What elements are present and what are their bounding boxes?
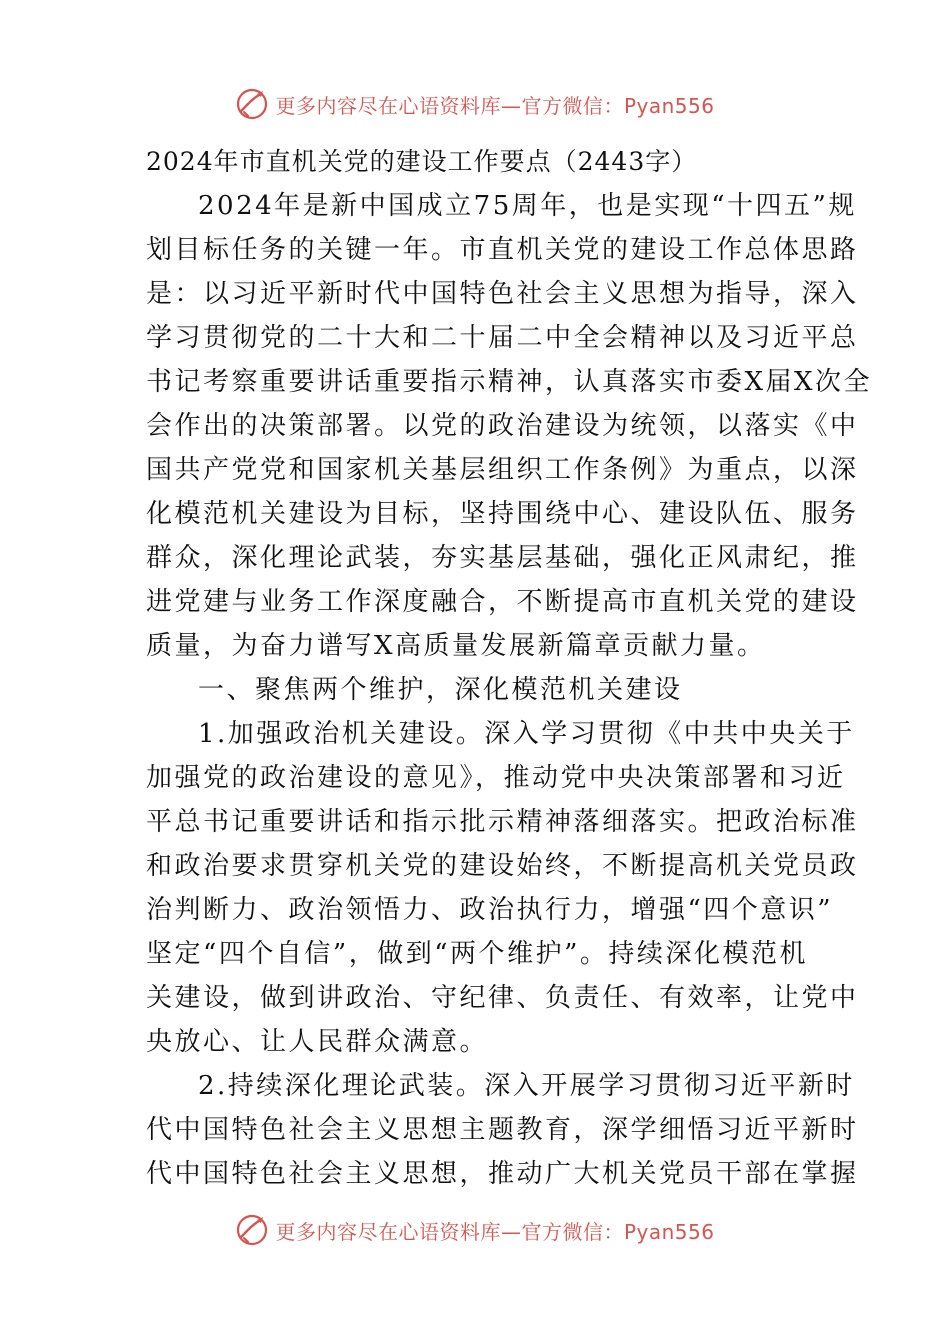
item-1-line: 平总书记重要讲话和指示批示精神落细落实。把政治标准 [146, 807, 859, 837]
intro-line: 质量，为奋力谱写X高质量发展新篇章贡献力量。 [146, 631, 766, 661]
intro-paragraph [146, 184, 873, 668]
intro-line: 划目标任务的关键一年。市直机关党的建设工作总体思路 [146, 235, 859, 265]
item-2-line: 代中国特色社会主义思想主题教育，深学细悟习近平新时 [146, 1115, 859, 1145]
item-1-paragraph [146, 712, 859, 1064]
item-1-line: 和政治要求贯穿机关党的建设始终，不断提高机关党员政 [146, 851, 859, 881]
pen-circle-logo-icon [235, 1213, 269, 1247]
item-1-line: 加强党的政治建设的意见》，推动党中央决策部署和习近 [146, 763, 846, 793]
footer-watermark-banner [0, 1210, 950, 1250]
document-title: 2024年市直机关党的建设工作要点（2443字） [146, 147, 698, 176]
intro-line: 化模范机关建设为目标，坚持围绕中心、建设队伍、服务 [146, 499, 859, 529]
intro-line: 会作出的决策部署。以党的政治建设为统领，以落实《中 [146, 411, 859, 441]
intro-line: 群众，深化理论武装，夯实基层基础，强化正风肃纪，推 [146, 543, 859, 573]
intro-line: 学习贯彻党的二十大和二十届二中全会精神以及习近平总 [146, 323, 859, 353]
item-1-line: 治判断力、政治领悟力、政治执行力，增强“四个意识” [146, 895, 834, 925]
intro-line: 是：以习近平新时代中国特色社会主义思想为指导，深入 [146, 279, 859, 309]
header-watermark-banner [0, 84, 950, 124]
intro-line: 国共产党党和国家机关基层组织工作条例》为重点，以深 [146, 455, 859, 485]
section-heading: 一、聚焦两个维护，深化模范机关建设 [198, 675, 683, 705]
item-2-line: 2.持续深化理论武装。深入开展学习贯彻习近平新时 [198, 1071, 855, 1101]
intro-line: 进党建与业务工作深度融合，不断提高市直机关党的建设 [146, 587, 859, 617]
watermark-text: 更多内容尽在心语资料库—官方微信：Pyan556 [275, 1219, 715, 1244]
intro-line: 书记考察重要讲话重要指示精神，认真落实市委X届X次全 [146, 367, 873, 397]
item-1-line: 坚定“四个自信”，做到“两个维护”。持续深化模范机 [146, 939, 808, 969]
item-2-paragraph [146, 1064, 859, 1196]
item-2-line: 代中国特色社会主义思想，推动广大机关党员干部在掌握 [146, 1159, 859, 1189]
watermark-text: 更多内容尽在心语资料库—官方微信：Pyan556 [275, 93, 715, 118]
item-1-line: 1.加强政治机关建设。深入学习贯彻《中共中央关于 [198, 719, 855, 749]
item-1-line: 关建设，做到讲政治、守纪律、负责任、有效率，让党中 [146, 983, 859, 1013]
item-1-line: 央放心、让人民群众满意。 [146, 1027, 489, 1057]
intro-line: 2024年是新中国成立75周年，也是实现“十四五”规 [198, 191, 857, 221]
document-body [146, 140, 873, 1196]
pen-circle-logo-icon [235, 87, 269, 121]
